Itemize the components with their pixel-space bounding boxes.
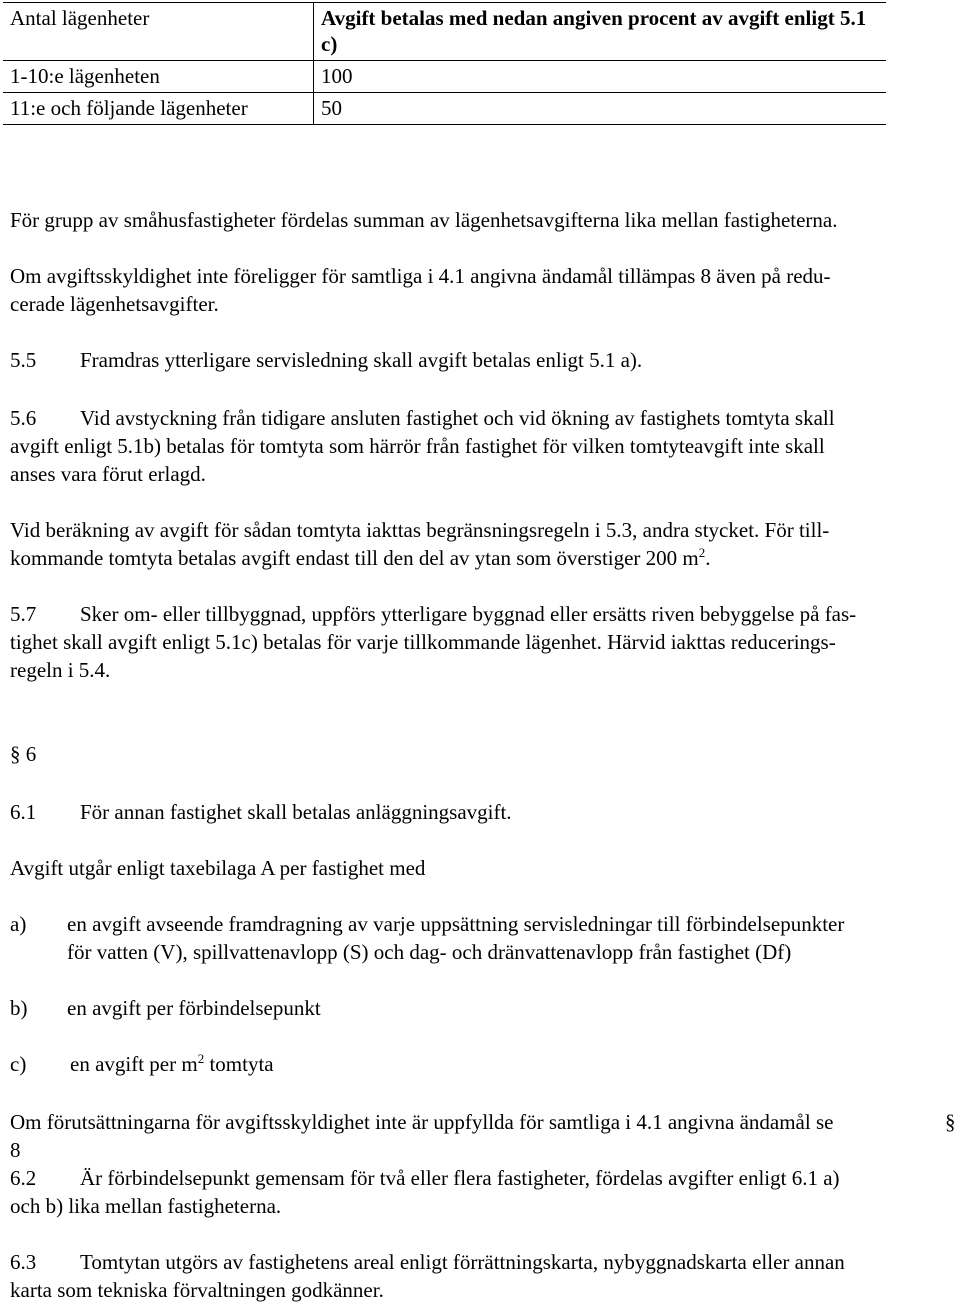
list-text-wrap: [70, 1050, 938, 1078]
section-text: Sker om- eller tillbyggnad, uppförs ytterligare byggnad eller ersätts riven bebyggelse på fas-: [80, 602, 857, 626]
cell-percent: 50: [314, 93, 887, 125]
cell-apartments: 11:e och följande lägenheter: [3, 93, 314, 125]
paragraph-forutsattning: Om förutsättningarna för avgiftsskyldighet inte är uppfyllda för samtliga i 4.1 angivna ändamål se 8: [10, 1110, 834, 1162]
section-number: 6.3: [10, 1250, 37, 1274]
section-number: 6.1: [10, 800, 37, 824]
section-5-7: [10, 600, 938, 684]
section-5-5: [10, 346, 938, 374]
section-number: 5.5: [10, 348, 37, 372]
list-label: c): [10, 1052, 27, 1076]
paragraph-smahus: För grupp av småhusfastigheter fördelas summan av lägenhetsavgifterna lika mellan fastigheterna.: [10, 208, 838, 232]
section-number: 6.2: [10, 1166, 37, 1190]
section-6-heading: [10, 740, 938, 768]
superscript-2: 2: [197, 1051, 205, 1066]
cell-apartments: 1-10:e lägenheten: [3, 61, 314, 93]
paragraph-taxebilaga: Avgift utgår enligt taxebilaga A per fastighet med: [10, 856, 426, 880]
section-text: Vid avstyckning från tidigare ansluten fastighet och vid ökning av fastighets tomtyta skall: [80, 406, 835, 430]
section-6-2: [10, 1164, 938, 1220]
list-text: en avgift per m: [70, 1052, 198, 1076]
list-label: b): [10, 996, 28, 1020]
section-5-6: [10, 404, 938, 488]
paragraph-berakning: [10, 516, 938, 572]
section-heading-number: 6: [25, 742, 37, 766]
paragraph-end: .: [705, 546, 711, 570]
paragraph-om-avgiftsskyldighet: Om avgiftsskyldighet inte föreligger för samtliga i 4.1 angivna ändamål tillämpas 8 även på redu- cerade lägenhetsavgifter.: [10, 264, 831, 316]
section-text-continued: avgift enligt 5.1b) betalas för tomtyta som härrör från fastighet för vilken tomtyteavgift inte skall anses vara förut erlagd.: [10, 434, 825, 486]
section-text: Tomtytan utgörs av fastighetens areal enligt förrättningskarta, nybyggnadskarta eller annan: [80, 1250, 845, 1274]
section-text: För annan fastighet skall betalas anläggningsavgift.: [80, 800, 512, 824]
list-text: en avgift avseende framdragning av varje uppsättning servisledningar till förbindelsepunkter för vatten (V), spillvattenavlopp (S) och dag- och dränvattenavlopp från fastighet (Df): [67, 912, 845, 964]
table-row: [3, 93, 886, 125]
paragraph-sign-icon: §: [945, 1110, 956, 1134]
section-text-continued: karta som tekniska förvaltningen godkänner.: [10, 1278, 384, 1302]
section-number: 5.6: [10, 406, 37, 430]
section-text: Framdras ytterligare servisledning skall avgift betalas enligt 5.1 a).: [80, 348, 643, 372]
section-6-1: [10, 798, 938, 826]
table-header-row: [3, 3, 886, 61]
section-6-3: [10, 1248, 938, 1304]
section-text-continued: och b) lika mellan fastigheterna.: [10, 1194, 282, 1218]
paragraph-sign-icon: §: [10, 742, 21, 766]
table-row: [3, 61, 886, 93]
superscript-2: 2: [698, 545, 706, 560]
header-antal-lagenheter: Antal lägenheter: [3, 3, 314, 61]
section-text-continued: tighet skall avgift enligt 5.1c) betalas för varje tillkommande lägenhet. Härvid iakttas reducerings- regeln i 5.4.: [10, 630, 836, 682]
paragraph-text: Vid beräkning av avgift för sådan tomtyta iakttas begränsningsregeln i 5.3, andra stycket. För till- kommande tomtyta betalas avgift endast till den del av ytan som överstiger 200 m: [10, 518, 830, 570]
section-number: 5.7: [10, 602, 37, 626]
header-avgift-procent: Avgift betalas med nedan angiven procent av avgift enligt 5.1 c): [314, 3, 887, 61]
list-text-end: tomtyta: [204, 1052, 274, 1076]
cell-percent: 100: [314, 61, 887, 93]
fee-table: [3, 2, 886, 125]
section-text: Är förbindelsepunkt gemensam för två eller flera fastigheter, fördelas avgifter enligt 6.1 a): [80, 1166, 840, 1190]
list-text: en avgift per förbindelsepunkt: [67, 996, 321, 1020]
list-label: a): [10, 912, 27, 936]
